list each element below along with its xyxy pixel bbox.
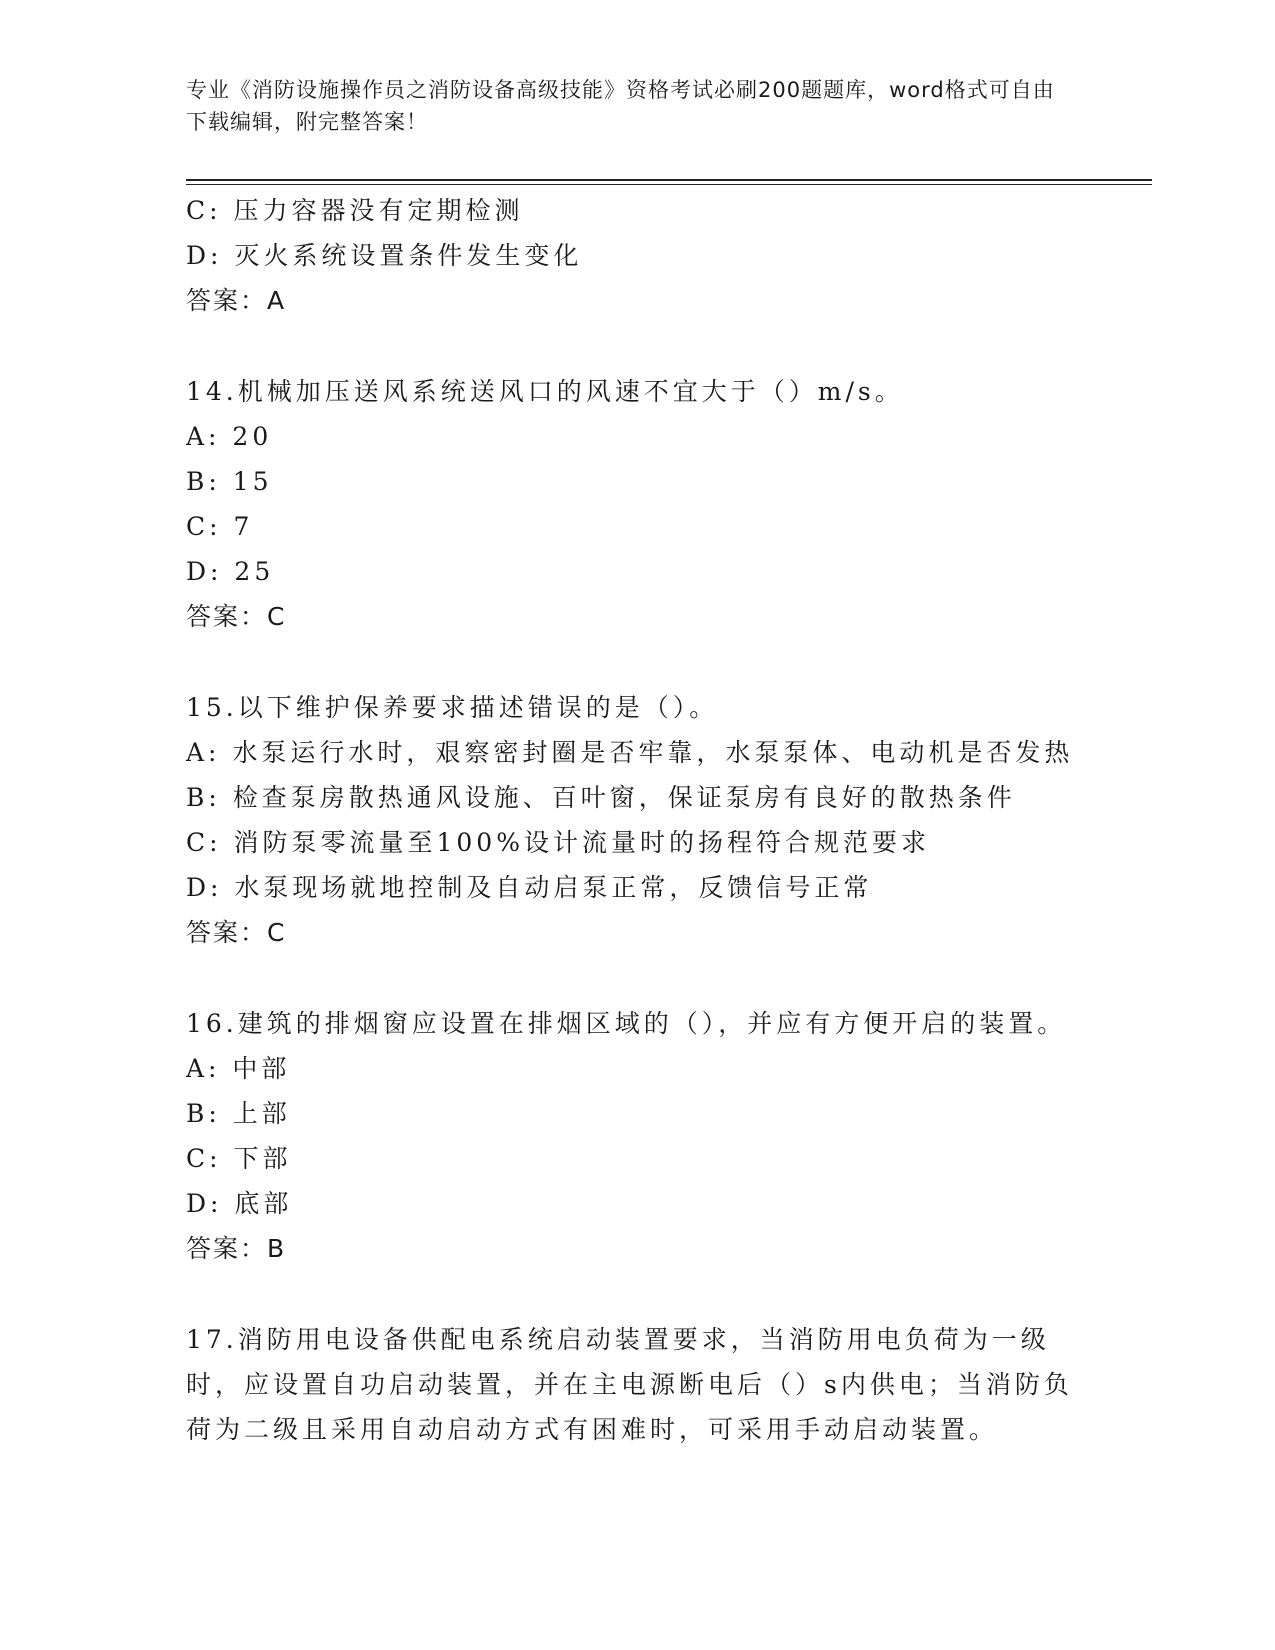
spacer xyxy=(186,1271,1086,1317)
question-17 xyxy=(186,1317,1086,1452)
spacer xyxy=(186,639,1086,685)
question-16 xyxy=(186,1001,1086,1271)
option-c: C: 7 xyxy=(186,512,254,541)
option-b: B: 检查泵房散热通风设施、百叶窗，保证泵房有良好的散热条件 xyxy=(186,783,1016,812)
answer-line: 答案：C xyxy=(186,602,287,631)
header-rule-thick xyxy=(186,179,1152,181)
option-d: D: 灭火系统设置条件发生变化 xyxy=(186,241,583,270)
question-stem: 16.建筑的排烟窗应设置在排烟区域的（），并应有方便开启的装置。 xyxy=(186,1009,1067,1038)
option-b: B: 15 xyxy=(186,467,273,496)
header-rule-thin xyxy=(186,184,1152,185)
option-b: B: 上部 xyxy=(186,1099,291,1128)
page-header: 专业《消防设施操作员之消防设备高级技能》资格考试必刷200题题库，word格式可自由下载编辑，附完整答案！ xyxy=(186,78,1055,134)
option-c: C: 消防泵零流量至100%设计流量时的扬程符合规范要求 xyxy=(186,828,930,857)
option-d: D: 底部 xyxy=(186,1189,293,1218)
question-stem: 17.消防用电设备供配电系统启动装置要求，当消防用电负荷为一级时，应设置自功启动装置，并在主电源断电后（）s内供电；当消防负荷为二级且采用自动启动方式有困难时，可采用手动启动装置。 xyxy=(186,1325,1073,1444)
document-body xyxy=(186,188,1086,1452)
option-c: C: 压力容器没有定期检测 xyxy=(186,196,524,225)
answer-line: 答案：B xyxy=(186,1234,287,1263)
spacer xyxy=(186,323,1086,369)
spacer xyxy=(186,955,1086,1001)
question-14 xyxy=(186,369,1086,639)
option-a: A: 20 xyxy=(186,422,273,451)
answer-line: 答案：C xyxy=(186,918,287,947)
option-d: D: 25 xyxy=(186,557,275,586)
question-stem: 14.机械加压送风系统送风口的风速不宜大于（）m/s。 xyxy=(186,377,904,406)
option-a: A: 水泵运行水时，艰察密封圈是否牢靠，水泵泵体、电动机是否发热 xyxy=(186,738,1074,767)
answer-line: 答案：A xyxy=(186,286,287,315)
question-15 xyxy=(186,685,1086,955)
option-d: D: 水泵现场就地控制及自动启泵正常，反馈信号正常 xyxy=(186,873,873,902)
question-stem: 15.以下维护保养要求描述错误的是（）。 xyxy=(186,693,719,722)
option-c: C: 下部 xyxy=(186,1144,292,1173)
option-a: A: 中部 xyxy=(186,1054,291,1083)
question-13-continuation xyxy=(186,188,1086,323)
